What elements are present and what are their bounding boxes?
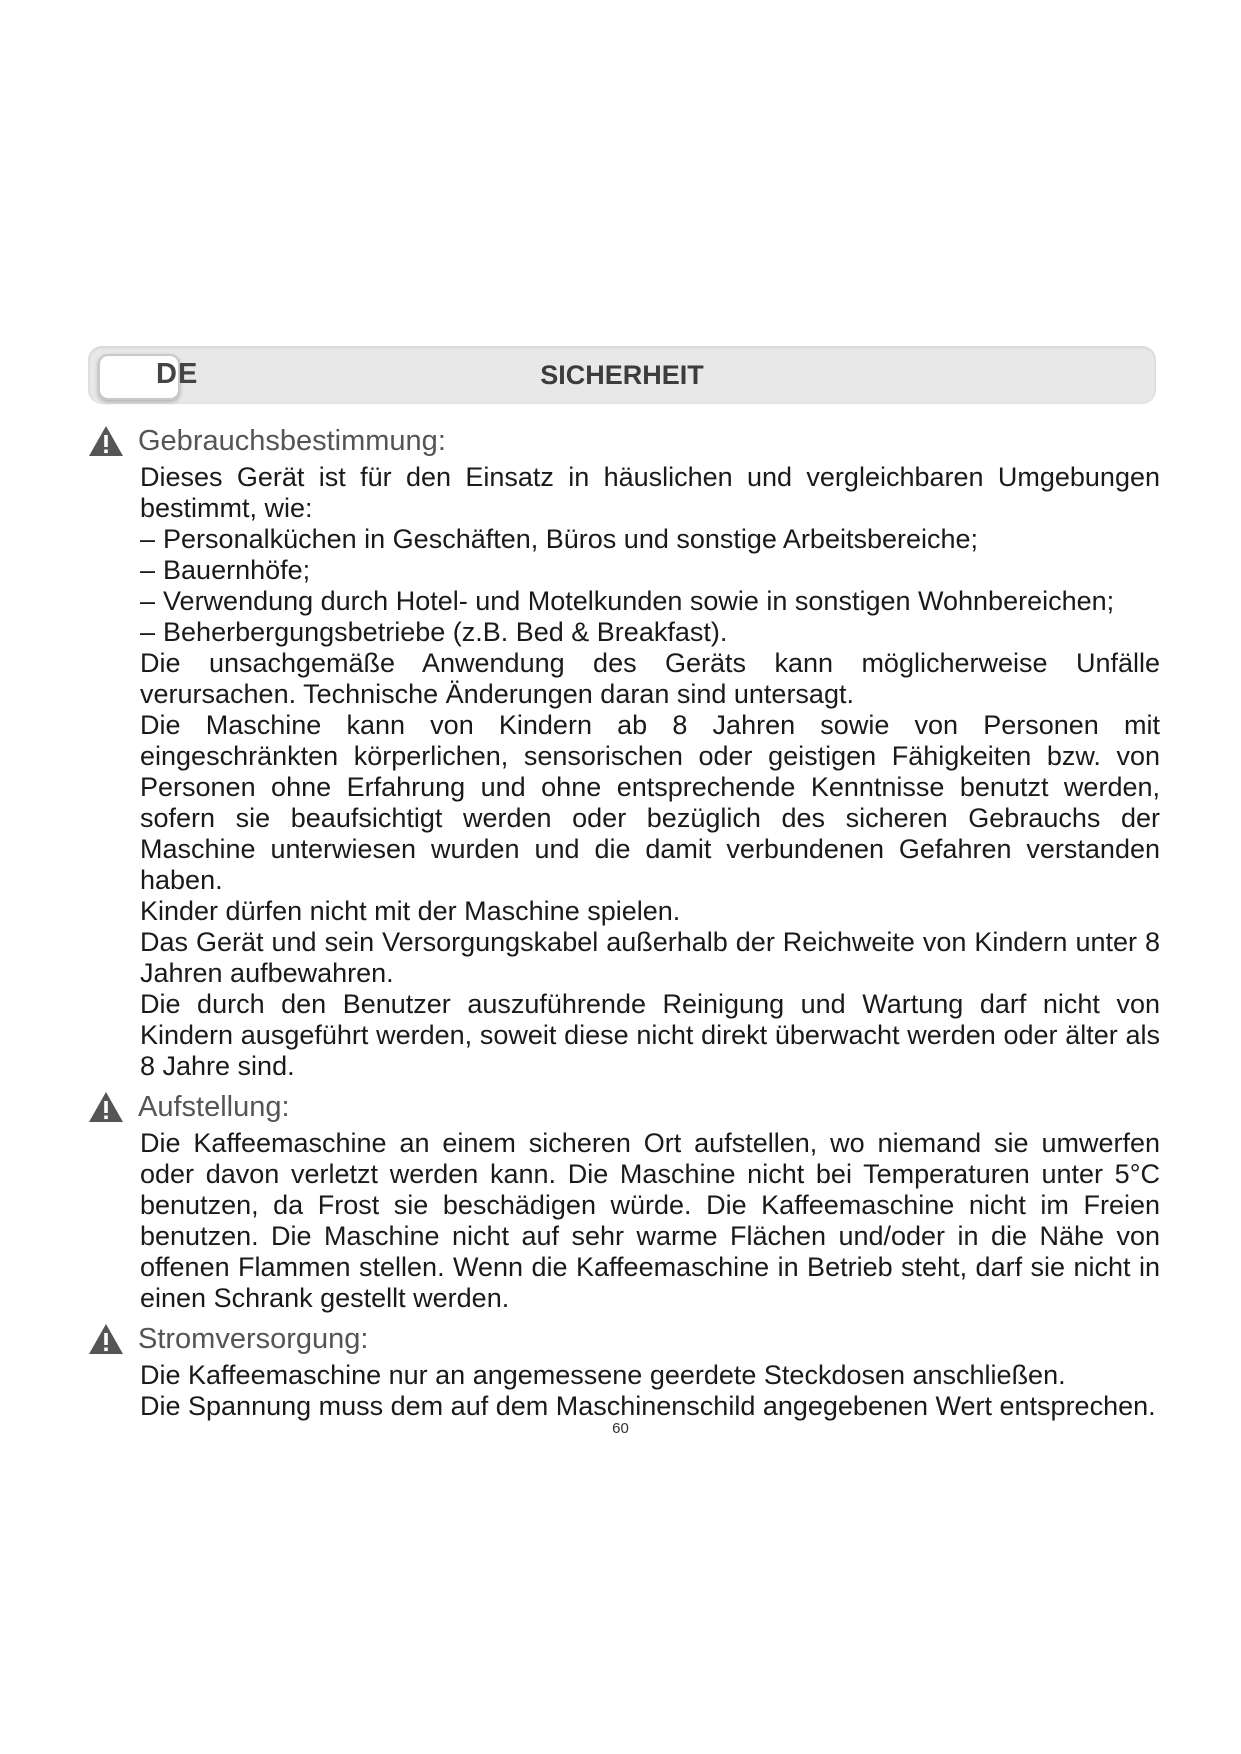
paragraph: Die Maschine kann von Kindern ab 8 Jahren sowie von Personen mit eingeschränkten körperlichen, sensorischen oder geistigen Fähigkeiten bzw. von Personen ohne Erfahrung und ohne entsprechende Kenntnisse benutzt werden, sofern sie beaufsichtigt werden oder bezüglich des sicheren Gebrauchs der Maschine unterwiesen wurden und die damit verbundenen Gefahren verstanden haben.	[140, 710, 1160, 895]
list-marker: –	[140, 617, 156, 647]
section-header-bar	[88, 346, 1156, 404]
section-stromversorgung	[88, 1318, 1160, 1422]
paragraph: Die durch den Benutzer auszuführende Reinigung und Wartung darf nicht von Kindern ausgeführt werden, soweit diese nicht direkt überwacht werden oder älter als 8 Jahre sind.	[140, 989, 1160, 1081]
warning-icon	[88, 1091, 124, 1123]
section-body	[140, 1128, 1160, 1314]
section-heading	[88, 1318, 1160, 1360]
list-marker: –	[140, 586, 156, 616]
page-number: 60	[612, 1420, 629, 1437]
paragraph: Die Kaffeemaschine nur an angemessene geerdete Steckdosen anschließen.	[140, 1360, 1066, 1390]
paragraph: Das Gerät und sein Versorgungskabel außerhalb der Reichweite von Kindern unter 8 Jahren aufbewahren.	[140, 927, 1160, 988]
section-title: Gebrauchsbestimmung:	[138, 424, 446, 457]
warning-icon	[88, 1323, 124, 1355]
list-item: – Personalküchen in Geschäften, Büros und sonstige Arbeitsbereiche;	[140, 524, 979, 554]
list-item: – Bauernhöfe;	[140, 555, 311, 585]
usage-list	[140, 524, 1160, 648]
section-body	[140, 1360, 1160, 1422]
list-marker: –	[140, 555, 156, 585]
page-content	[88, 420, 1160, 1426]
paragraph: Kinder dürfen nicht mit der Maschine spielen.	[140, 896, 681, 926]
list-marker: –	[140, 524, 156, 554]
paragraph: Die Kaffeemaschine an einem sicheren Ort aufstellen, wo niemand sie umwerfen oder davon verletzt werden kann. Die Maschine nicht bei Temperaturen unter 5°C benutzen, da Frost sie beschädigen würde. Die Kaffeemaschine nicht im Freien benutzen. Die Maschine nicht auf sehr warme Flächen und/oder in die Nähe von offenen Flammen stellen. Wenn die Kaffeemaschine in Betrieb steht, darf sie nicht in einen Schrank gestellt werden.	[140, 1128, 1160, 1313]
section-title: Aufstellung:	[138, 1090, 290, 1123]
section-title: Stromversorgung:	[138, 1322, 369, 1355]
warning-icon	[88, 425, 124, 457]
section-body	[140, 462, 1160, 1082]
paragraph: Dieses Gerät ist für den Einsatz in häuslichen und vergleichbaren Umgebungen bestimmt, wie:	[140, 462, 1160, 523]
section-aufstellung	[88, 1086, 1160, 1314]
page-title: SICHERHEIT	[540, 360, 704, 390]
list-item: – Beherbergungsbetriebe (z.B. Bed & Breakfast).	[140, 617, 728, 647]
section-heading	[88, 1086, 1160, 1128]
language-code: DE	[156, 358, 199, 390]
paragraph: Die unsachgemäße Anwendung des Geräts kann möglicherweise Unfälle verursachen. Technische Änderungen daran sind untersagt.	[140, 648, 1160, 709]
section-heading	[88, 420, 1160, 462]
section-gebrauchsbestimmung	[88, 420, 1160, 1082]
paragraph: Die Spannung muss dem auf dem Maschinenschild angegebenen Wert entsprechen.	[140, 1391, 1156, 1421]
list-item: – Verwendung durch Hotel- und Motelkunden sowie in sonstigen Wohnbereichen;	[140, 586, 1115, 616]
